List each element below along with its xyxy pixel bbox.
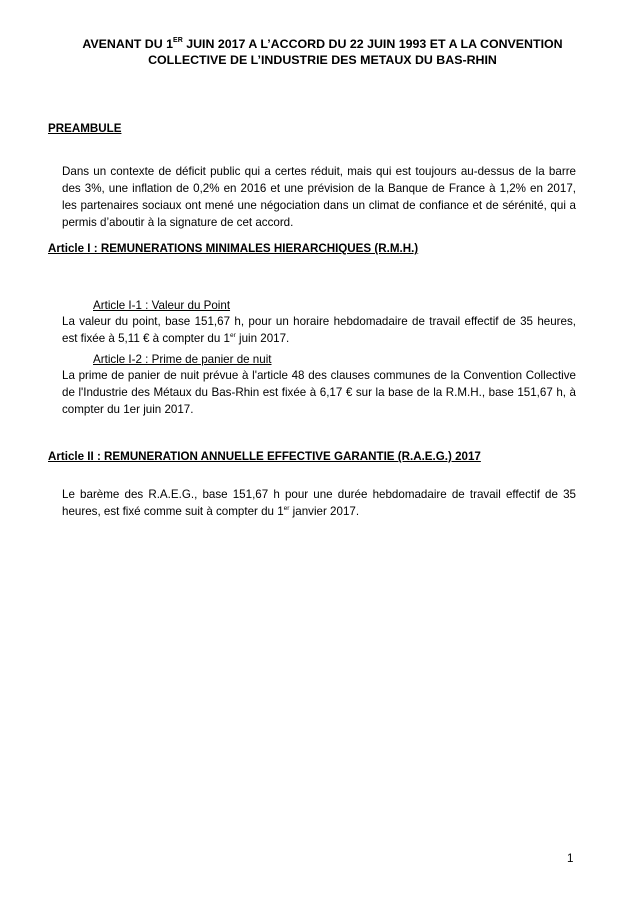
article-2-paragraph: Le barème des R.A.E.G., base 151,67 h pour une durée hebdomadaire de travail effectif de 35 heures, est fixé comme suit à compter du 1er janvier 2017. (62, 488, 576, 518)
article-1-2-heading: Article I-2 : Prime de panier de nuit (93, 353, 272, 366)
article-2-heading: Article II : REMUNERATION ANNUELLE EFFECTIVE GARANTIE (R.A.E.G.) 2017 (48, 450, 481, 463)
article-1-1-paragraph: La valeur du point, base 151,67 h, pour un horaire hebdomadaire de travail effectif de 35 heures, est fixée à 5,11 € à compter du 1er juin 2017. (62, 315, 576, 345)
title-line-1: AVENANT DU 1ER JUIN 2017 A L’ACCORD DU 22 JUIN 1993 ET A LA CONVENTION (82, 36, 563, 51)
page-number: 1 (567, 852, 574, 865)
article-1-1-heading: Article I-1 : Valeur du Point (93, 299, 231, 312)
preamble-paragraph: Dans un contexte de déficit public qui a certes réduit, mais qui est toujours au-dessus de la barre des 3%, une inflation de 0,2% en 2016 et une prévision de la Banque de France à 1,2% en 2017, les partenaires sociaux ont mené une négociation dans un climat de confiance et de sérénité, qui a permis d’aboutir à la signature de cet accord. (62, 165, 576, 229)
document-title (40, 36, 605, 68)
title-line-2: COLLECTIVE DE L’INDUSTRIE DES METAUX DU BAS-RHIN (148, 53, 497, 67)
article-1-heading: Article I : REMUNERATIONS MINIMALES HIERARCHIQUES (R.M.H.) (48, 242, 419, 255)
article-1-2-paragraph: La prime de panier de nuit prévue à l'article 48 des clauses communes de la Convention Collective de l'Industrie des Métaux du Bas-Rhin est fixée à 6,17 € sur la base de la R.M.H., base 151,67 h, à compter du 1er juin 2017. (62, 369, 576, 416)
preamble-heading: PREAMBULE (48, 122, 122, 135)
